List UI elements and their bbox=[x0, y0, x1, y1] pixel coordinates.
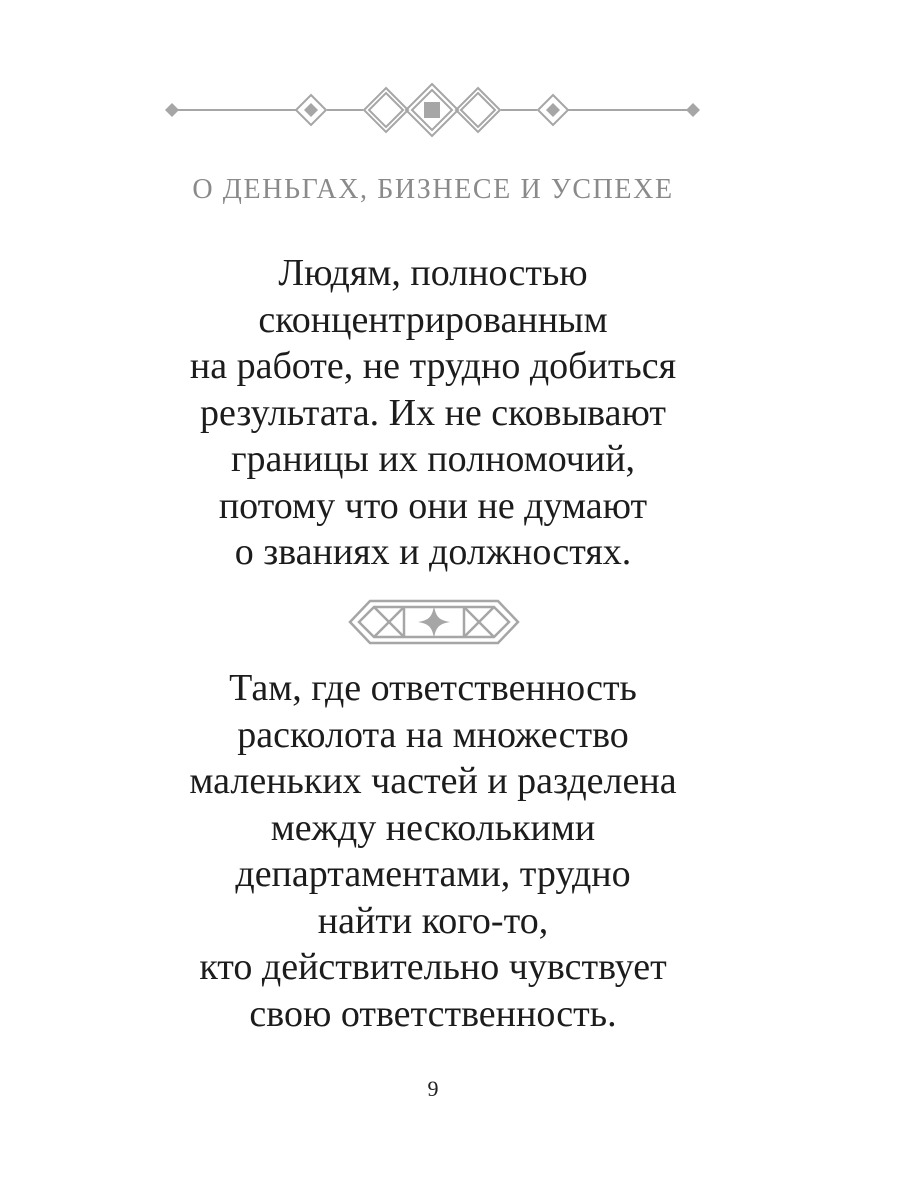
quote-line: сконцентрированным bbox=[258, 298, 608, 341]
quote-line: о званиях и должностях. bbox=[234, 531, 632, 573]
middle-star-ornament bbox=[346, 598, 522, 646]
quote-line: между несколькими bbox=[270, 806, 596, 849]
page-number: 9 bbox=[427, 1076, 439, 1101]
section-heading: О ДЕНЬГАХ, БИЗНЕСЕ И УСПЕХЕ bbox=[192, 174, 674, 205]
quote-line: найти кого-то, bbox=[317, 899, 549, 942]
quote-line: на работе, не трудно добиться bbox=[189, 345, 677, 387]
quote-line: Там, где ответственность bbox=[229, 667, 637, 709]
top-diamond-ornament bbox=[160, 82, 705, 138]
quote-line: потому что они не думают bbox=[218, 484, 648, 527]
quote-line: результата. Их не сковывают bbox=[200, 391, 666, 434]
quote-line: Людям, полностью bbox=[278, 252, 588, 294]
quote-line: кто действительно чувствует bbox=[199, 946, 667, 988]
quote-second bbox=[60, 665, 806, 1037]
quote-line: свою ответственность. bbox=[249, 992, 617, 1035]
quote-line: маленьких частей и разделена bbox=[189, 760, 677, 802]
quote-line: департаментами, трудно bbox=[235, 853, 631, 895]
quote-first bbox=[60, 250, 806, 576]
quote-line: расколота на множество bbox=[237, 713, 629, 756]
quote-line: границы их полномочий, bbox=[230, 438, 636, 480]
